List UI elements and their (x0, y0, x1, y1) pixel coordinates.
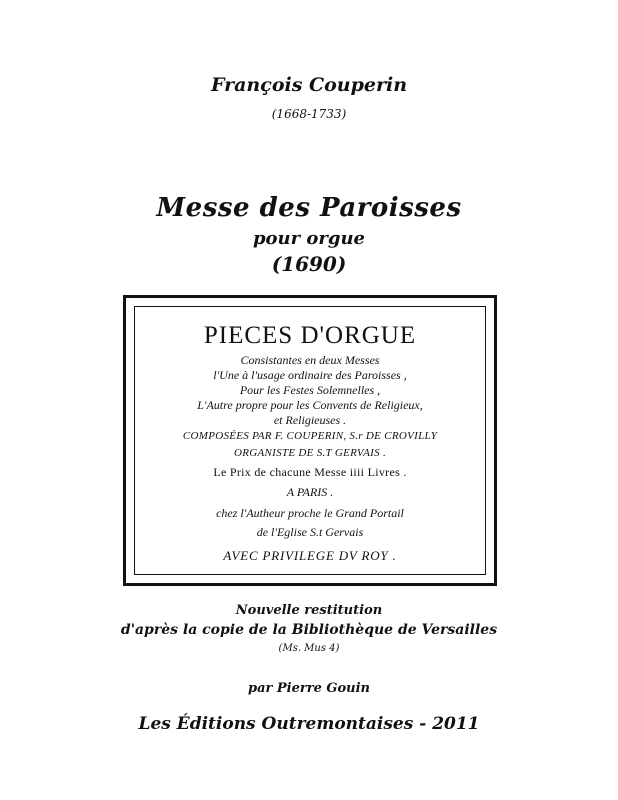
restitution-note: Nouvelle restitution (235, 603, 383, 618)
editor-credit: par Pierre Gouin (248, 681, 370, 696)
title-page-line: de l'Eglise S.t Gervais (256, 525, 364, 539)
title-page-heading: PIECES D'ORGUE (203, 322, 417, 349)
title-page-line: Consistantes en deux Messes (240, 353, 380, 367)
work-subtitle: pour orgue (252, 228, 366, 249)
work-year: (1690) (271, 252, 347, 276)
title-page-line: chez l'Autheur proche le Grand Portail (216, 506, 404, 520)
title-page-line: L'Autre propre pour les Convents de Religieux, (197, 398, 423, 412)
title-page-line: COMPOSÉES PAR F. COUPERIN, S.r DE CROVILLY (182, 430, 438, 442)
title-page-line: l'Une à l'usage ordinaire des Paroisses , (213, 368, 407, 382)
title-page-price: Le Prix de chacune Messe iiii Livres . (213, 465, 407, 479)
composer-dates: (1668-1733) (271, 107, 347, 121)
work-title: Messe des Paroisses (156, 193, 462, 223)
title-page-city: A PARIS . (286, 485, 334, 499)
composer-name: François Couperin (210, 74, 408, 96)
publisher-credit: Les Éditions Outremontaises - 2011 (138, 714, 480, 734)
title-page-line: Pour les Festes Solemnelles , (239, 383, 381, 397)
restitution-source: d'après la copie de la Bibliothèque de Versailles (120, 622, 498, 638)
title-page-line: ORGANISTE DE S.T GERVAIS . (233, 447, 386, 459)
title-page-line: et Religieuses . (273, 413, 347, 427)
title-page-privilege: AVEC PRIVILEGE DV ROY . (223, 548, 397, 563)
manuscript-reference: (Ms. Mus 4) (278, 643, 340, 654)
